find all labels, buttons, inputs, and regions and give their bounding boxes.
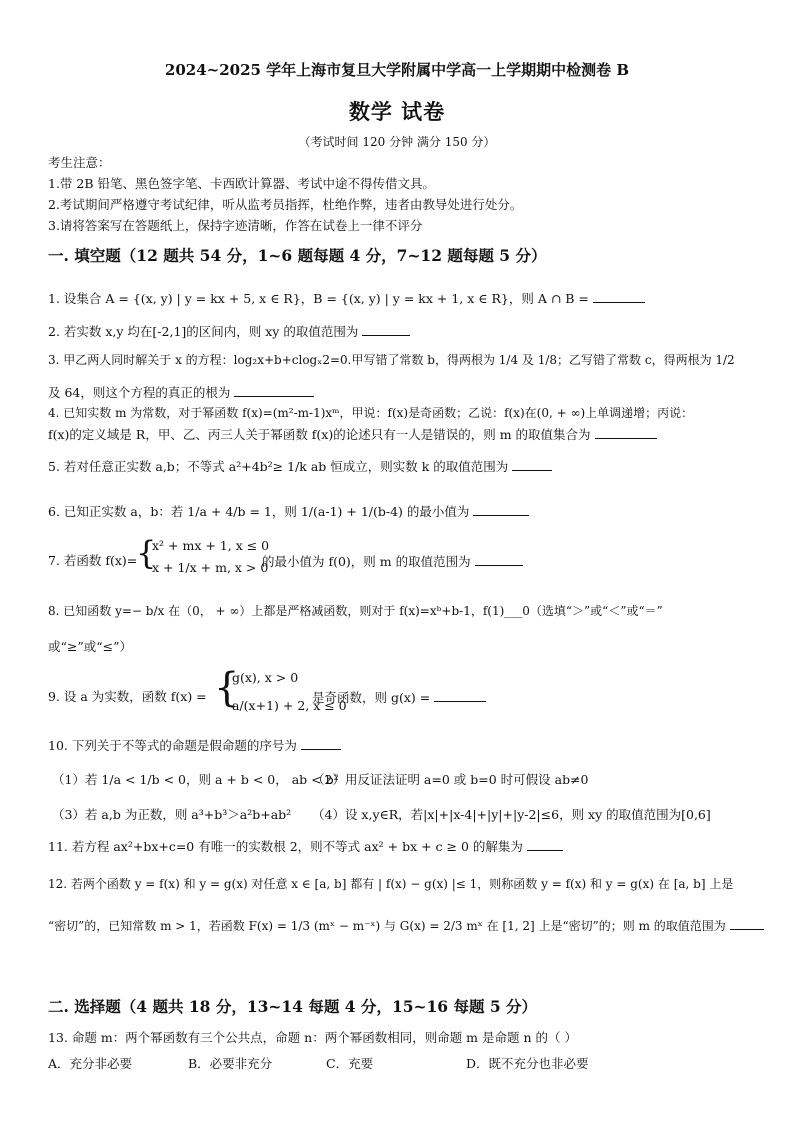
statement-3: （3）若 a,b 为正数，则 a³+b³＞a²b+ab² (52, 807, 292, 822)
question-12: 12. 若两个函数 y = f(x) 和 y = g(x) 对任意 x ∈ [a, b] 都有 | f(x) − g(x) |≤ 1，则称函数 y = f(x) 和 y = g(x) 在 [a, b] 上是 (48, 877, 734, 891)
exam-info: （考试时间 120 分钟 满分 150 分） (298, 135, 496, 149)
question-7-tail (262, 553, 523, 570)
question-text: 2. 若实数 x,y 均在[-2,1]的区间内，则 xy 的取值范围为 (48, 324, 359, 339)
question-1 (48, 290, 645, 307)
question-4: 4. 已知实数 m 为常数，对于幂函数 f(x)=(m²-m-1)xᵐ，甲说：f(x)是奇函数；乙说：f(x)在(0, + ∞)上单调递增；丙说： (48, 406, 694, 420)
subject-title: 数学 试卷 (348, 99, 446, 124)
notice-item: 1.带 2B 铅笔、黑色签字笔、卡西欧计算器、考试中途不得传借文具。 (48, 176, 436, 191)
answer-blank (301, 737, 341, 750)
answer-blank (473, 503, 529, 516)
answer-blank (730, 917, 764, 930)
option-a: A．充分非必要 (48, 1056, 133, 1071)
section-heading: 二. 选择题（4 题共 18 分，13~14 每题 4 分，15~16 每题 5 分） (48, 997, 538, 1016)
statement-4: （4）设 x,y∈R，若|x|+|x-4|+|y|+|y-2|≤6，则 xy 的取值范围为[0,6] (312, 807, 711, 822)
piece-2: x + 1/x + m, x > 0 (152, 560, 269, 575)
answer-blank (475, 553, 523, 566)
exam-title: 2024~2025 学年上海市复旦大学附属中学高一上学期期中检测卷 B (164, 61, 630, 79)
answer-blank (434, 689, 486, 702)
question-2 (48, 323, 410, 340)
option-c: C．充要 (326, 1056, 374, 1071)
question-4-cont (48, 426, 657, 443)
question-text: 10. 下列关于不等式的命题是假命题的序号为 (48, 738, 297, 753)
question-9-tail (312, 689, 486, 706)
notice-item: 2.考试期间严格遵守考试纪律，听从监考员指挥，杜绝作弊，违者由教导处进行处分。 (48, 197, 523, 212)
question-7-label: 7. 若函数 f(x)= (48, 553, 138, 568)
question-text: 及 64，则这个方程的真正的根为 (48, 385, 231, 400)
question-text: 5. 若对任意正实数 a,b；不等式 a²+4b²≥ 1/k ab 恒成立，则实数 k 的取值范围为 (48, 459, 509, 474)
question-text: f(x)的定义域是 R，甲、乙、丙三人关于幂函数 f(x)的论述只有一人是错误的，则 m 的取值集合为 (48, 427, 591, 442)
question-text: “密切”的，已知常数 m > 1，若函数 F(x) = 1/3 (mˣ − m⁻ˣ) 与 G(x) = 2/3 mˣ 在 [1, 2] 上是“密切”的；则 m 的取值范围为 (48, 919, 726, 933)
answer-blank (512, 458, 552, 471)
notice-heading: 考生注意： (48, 155, 111, 170)
question-text: 1. 设集合 A = {(x, y) | y = kx + 5, x ∈ R}，B = {(x, y) | y = kx + 1, x ∈ R}，则 A ∩ B = (48, 291, 589, 306)
option-d: D．既不充分也非必要 (466, 1056, 589, 1071)
question-11 (48, 838, 563, 855)
question-10 (48, 737, 341, 754)
question-9-label: 9. 设 a 为实数，函数 f(x) = (48, 689, 207, 704)
piece-2: a/(x+1) + 2, x ≤ 0 (232, 698, 347, 713)
piece-1: g(x), x > 0 (232, 670, 299, 685)
answer-blank (593, 290, 645, 303)
brace: { (136, 534, 157, 572)
question-text: 是奇函数，则 g(x) = (312, 690, 431, 705)
question-13: 13. 命题 m：两个幂函数有三个公共点，命题 n：两个幂函数相同，则命题 m 是命题 n 的（ ） (48, 1030, 577, 1045)
question-text: 的最小值为 f(0)，则 m 的取值范围为 (262, 554, 471, 569)
question-8-cont: 或“≥”或“≤”） (48, 639, 133, 654)
question-6 (48, 503, 529, 520)
question-12-cont (48, 917, 764, 934)
section-heading: 一. 填空题（12 题共 54 分，1~6 题每题 4 分，7~12 题每题 5 分） (48, 246, 547, 265)
brace: { (214, 665, 240, 711)
answer-blank (527, 838, 563, 851)
piece-1: x² + mx + 1, x ≤ 0 (152, 538, 270, 553)
question-text: 6. 已知正实数 a，b：若 1/a + 4/b = 1，则 1/(a-1) + 1/(b-4) 的最小值为 (48, 504, 470, 519)
answer-blank (595, 426, 657, 439)
question-5 (48, 458, 552, 475)
statement-2: （2）用反证法证明 a=0 或 b=0 时可假设 ab≠0 (312, 772, 589, 787)
answer-blank (234, 384, 314, 397)
question-8: 8. 已知函数 y=− b/x 在（0， + ∞）上都是严格减函数，则对于 f(x)=xᵇ+b-1，f(1)___0（选填“＞”或“＜”或“＝” (48, 604, 663, 618)
question-3-cont (48, 384, 314, 401)
question-3: 3. 甲乙两人同时解关于 x 的方程：log₂x+b+clogₓ2=0.甲写错了常数 b，得两根为 1/4 及 1/8；乙写错了常数 c，得两根为 1/2 (48, 353, 735, 367)
option-b: B．必要非充分 (188, 1056, 273, 1071)
answer-blank (362, 323, 410, 336)
notice-item: 3.请将答案写在答题纸上，保持字迹清晰，作答在试卷上一律不评分 (48, 218, 423, 233)
question-text: 11. 若方程 ax²+bx+c=0 有唯一的实数根 2，则不等式 ax² + bx + c ≥ 0 的解集为 (48, 839, 523, 854)
statement-1: （1）若 1/a < 1/b < 0，则 a + b < 0， ab < b² (52, 772, 339, 787)
